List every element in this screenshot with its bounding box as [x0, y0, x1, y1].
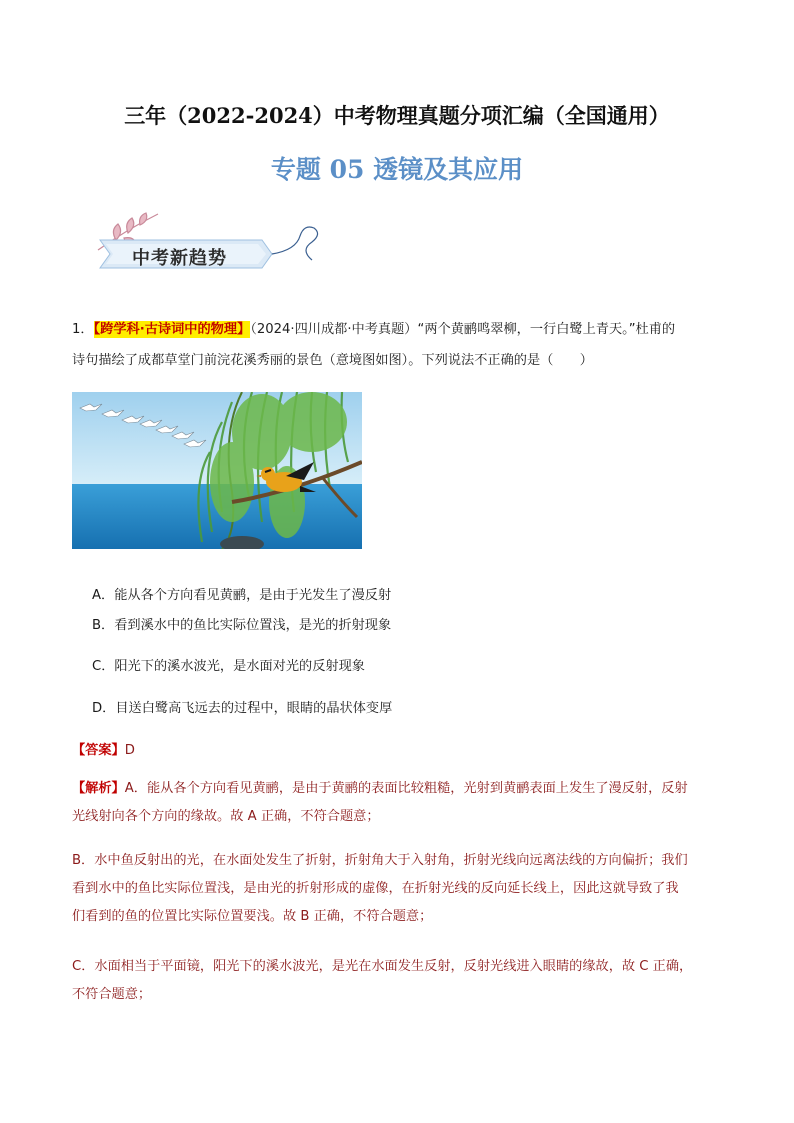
option-a: A．能从各个方向看见黄鹂，是由于光发生了漫反射 — [92, 588, 392, 603]
analysis-a-text: A．能从各个方向看见黄鹂，是由于黄鹂的表面比较粗糙，光射到黄鹂表面上发生了漫反射，反射 — [124, 781, 688, 796]
answer-value: D — [124, 743, 135, 758]
analysis-b-line3: 们看到的鱼的位置比实际位置要浅。故 B 正确，不符合题意； — [72, 909, 433, 924]
analysis-label: 【解析】 — [72, 781, 125, 796]
question-stem-line2: 诗句描绘了成都草堂门前浣花溪秀丽的景色（意境图如图）。下列说法不正确的是（ ） — [72, 353, 593, 368]
analysis-b-line2: 看到水中的鱼比实际位置浅，是由光的折射形成的虚像，在折射光线的反向延长线上，因此这就导致了我 — [72, 881, 679, 896]
analysis-b-line1: B．水中鱼反射出的光，在水面处发生了折射，折射角大于入射角，折射光线向远离法线的方向偏折；我们 — [72, 853, 688, 868]
document-title: 三年（2022-2024）中考物理真题分项汇编（全国通用） — [124, 103, 670, 128]
analysis-a-line1 — [72, 776, 724, 802]
poem-illustration — [72, 392, 362, 549]
question-stem-line1 — [72, 316, 724, 344]
option-c: C．阳光下的溪水波光，是水面对光的反射现象 — [92, 659, 365, 674]
answer-label: 【答案】 — [72, 743, 125, 758]
option-b: B．看到溪水中的鱼比实际位置浅，是光的折射现象 — [92, 618, 392, 633]
analysis-c-line2: 不符合题意； — [72, 987, 152, 1002]
option-d: D．目送白鹭高飞远去的过程中，眼睛的晶状体变厚 — [92, 701, 393, 716]
question-tag: 【跨学科·古诗词中的物理】 — [93, 322, 251, 337]
question-number: 1． — [72, 322, 94, 337]
analysis-a-line2: 光线射向各个方向的缘故。故 A 正确，不符合题意； — [72, 809, 380, 824]
question-text: “两个黄鹂鸣翠柳，一行白鹭上青天。”杜甫的 — [417, 322, 676, 337]
question-source: （2024·四川成都·中考真题） — [250, 322, 418, 337]
topic-title: 专题 05 透镜及其应用 — [270, 155, 524, 184]
answer-line — [72, 739, 135, 758]
banner-label: 中考新趋势 — [132, 248, 227, 269]
analysis-c-line1: C．水面相当于平面镜，阳光下的溪水波光，是光在水面发生反射，反射光线进入眼睛的缘故，故 C 正确， — [72, 959, 693, 974]
